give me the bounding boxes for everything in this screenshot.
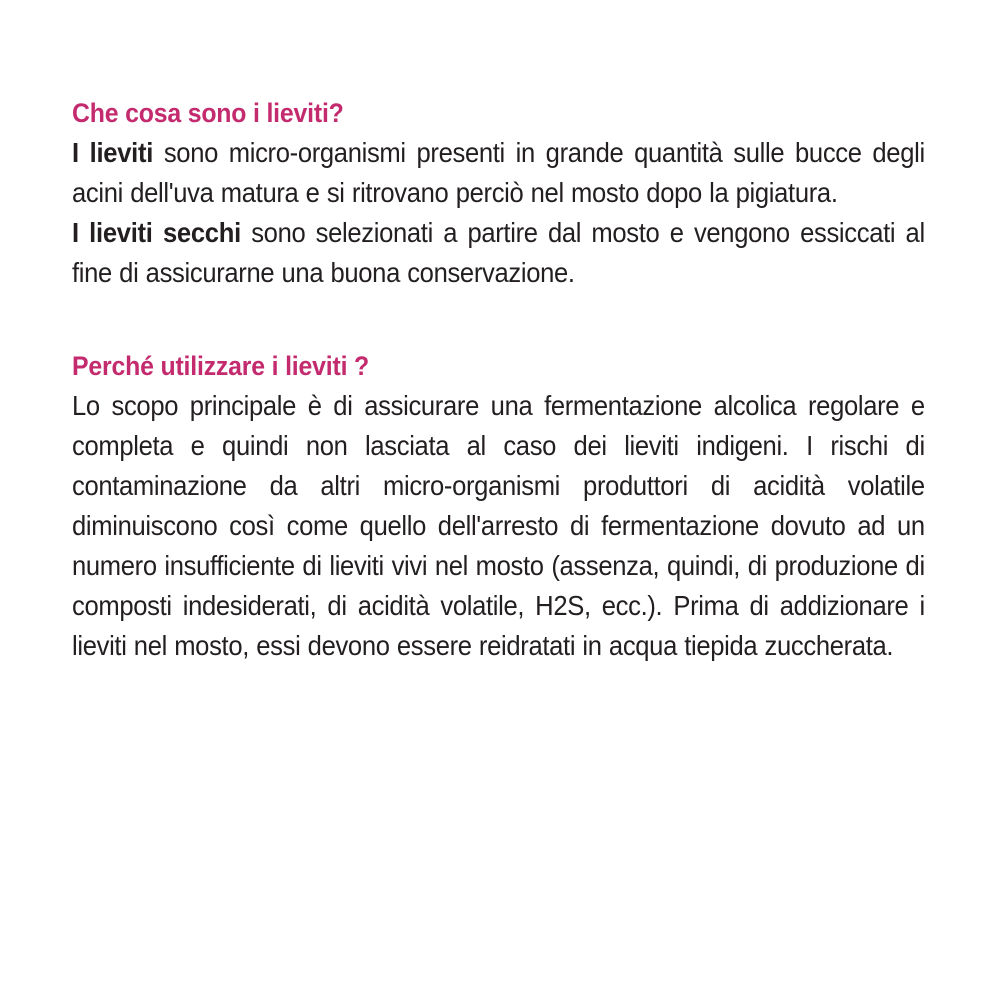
paragraph [72,213,925,293]
section-che-cosa-sono-i-lieviti [72,96,925,293]
paragraph [72,386,925,666]
paragraph-body: sono selezionati a partire dal mosto e vengono essiccati al fine di assicurarne una buona conservazione. [72,217,925,288]
section-heading: Perché utilizzare i lieviti ? [72,351,370,381]
paragraph-lead-in: I lieviti [72,137,154,168]
paragraph-body: Lo scopo principale è di assicurare una fermentazione alcolica regolare e completa e quindi non lasciata al caso dei lieviti indigeni. I rischi di contaminazione da altri micro-organismi produttori di acidità volatile diminuiscono così come quello dell'arresto di fermentazione dovuto ad un numero insufficiente di lieviti vivi nel mosto (assenza, quindi, di produzione di composti indesiderati, di acidità volatile, H2S, ecc.). Prima di addizionare i lieviti nel mosto, essi devono essere reidratati in acqua tiepida zuccherata. [72,390,925,661]
paragraph [72,133,925,213]
document-content [72,96,925,666]
paragraph-lead-in: I lieviti secchi [72,217,241,248]
paragraph-body: sono micro-organismi presenti in grande quantità sulle bucce degli acini dell'uva matura e si ritrovano perciò nel mosto dopo la pigiatura. [72,137,925,208]
section-perche-utilizzare-i-lieviti [72,349,925,666]
section-heading: Che cosa sono i lieviti? [72,98,344,128]
